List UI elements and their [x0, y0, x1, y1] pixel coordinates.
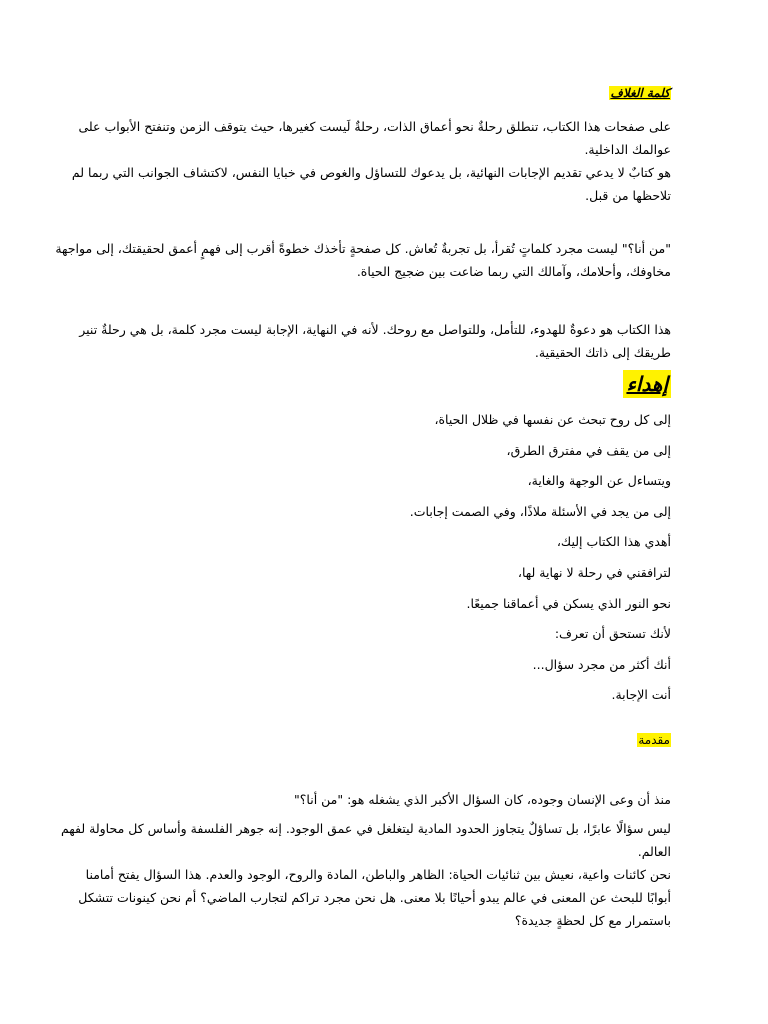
cover-word-heading: كلمة الغلاف [610, 86, 670, 100]
dedication-line: نحو النور الذي يسكن في أعماقنا جميعًا. [466, 595, 671, 611]
paragraph-line: باستمرار مع كل لحظةٍ جديدة؟ [514, 913, 671, 928]
dedication-line: ويتساءل عن الوجهة والغاية، [527, 473, 671, 489]
cover-paragraph-1 [78, 115, 671, 161]
cover-word-heading-block [96, 81, 671, 104]
intro-paragraph-1 [96, 788, 671, 811]
paragraph-line: طريقك إلى ذاتك الحقيقية. [534, 345, 671, 360]
dedication-lines [96, 405, 671, 711]
introduction-heading-block [96, 728, 671, 751]
dedication-line: إلى من يقف في مفترق الطرق، [506, 442, 671, 458]
cover-paragraph-4 [79, 318, 671, 364]
dedication-line: أهدي هذا الكتاب إليك، [556, 534, 671, 550]
paragraph-line: منذ أن وعى الإنسان وجوده، كان السؤال الأكبر الذي يشغله هو: "من أنا؟" [294, 792, 671, 807]
dedication-line: لأنك تستحق أن تعرف: [554, 626, 671, 642]
paragraph-line: هو كتابٌ لا يدعي تقديم الإجابات النهائية، بل يدعوك للتساؤل والغوص في خبايا النفس، لاكتشاف الجوانب التي ربما لم [71, 165, 671, 180]
cover-paragraph-3 [55, 237, 671, 283]
paragraph-line: على صفحات هذا الكتاب، تنطلق رحلةٌ نحو أعماق الذات، رحلةٌ لَيست كغيرها، حيث يتوقف الزمن وتنفتح الأبواب على [78, 119, 671, 134]
dedication-heading-block [96, 370, 671, 398]
dedication-line: أنك أكثر من مجرد سؤال... [532, 656, 671, 672]
paragraph-line: العالم. [637, 844, 671, 859]
paragraph-line: مخاوفك، وأحلامك، وآمالك التي ربما ضاعت بين ضجيج الحياة. [356, 264, 671, 279]
dedication-line: أنت الإجابة. [611, 687, 671, 703]
intro-paragraph-3 [78, 863, 671, 932]
dedication-line: إلى من يجد في الأسئلة ملاذًا، وفي الصمت إجابات. [409, 503, 671, 519]
dedication-heading: إهداء [623, 370, 671, 398]
dedication-line: إلى كل روح تبحث عن نفسها في ظلال الحياة، [434, 412, 671, 427]
dedication-line: لترافقني في رحلة لا نهاية لها، [517, 564, 671, 580]
paragraph-line: عوالمك الداخلية. [584, 142, 671, 157]
introduction-heading: مقدمة [638, 733, 670, 747]
paragraph-line: "من أنا؟" ليست مجرد كلماتٍ تُقرأ، بل تجربةٌ تُعاش. كل صفحةٍ تأخذك خطوةً أقرب إلى فهمٍ أعمق لحقيقتك، إلى مواجهة [55, 241, 671, 256]
intro-paragraph-2 [60, 817, 671, 863]
paragraph-line: نحن كائنات واعية، نعيش بين ثنائيات الحياة: الظاهر والباطن، المادة والروح، الوجود والعدم. هذا السؤال يفتح أمامنا [85, 867, 671, 882]
paragraph-line: تلاحظها من قبل. [585, 188, 671, 203]
paragraph-line: ليس سؤالًا عابرًا، بل تساؤلٌ يتجاوز الحدود المادية ليتغلغل في عمق الوجود. إنه جوهر الفلسفة وأساس كل محاولة لفهم [60, 821, 671, 836]
paragraph-line: أبوابًا للبحث عن المعنى في عالم يبدو أحيانًا بلا معنى. هل نحن مجرد تراكم لتجارب الماضي؟ أم نحن كينونات تتشكل [78, 890, 671, 905]
paragraph-line: هذا الكتاب هو دعوةٌ للهدوء، للتأمل، وللتواصل مع روحك. لأنه في النهاية، الإجابة ليست مجرد كلمة، بل هي رحلةٌ تنير [79, 322, 671, 337]
cover-paragraph-2 [71, 161, 671, 207]
